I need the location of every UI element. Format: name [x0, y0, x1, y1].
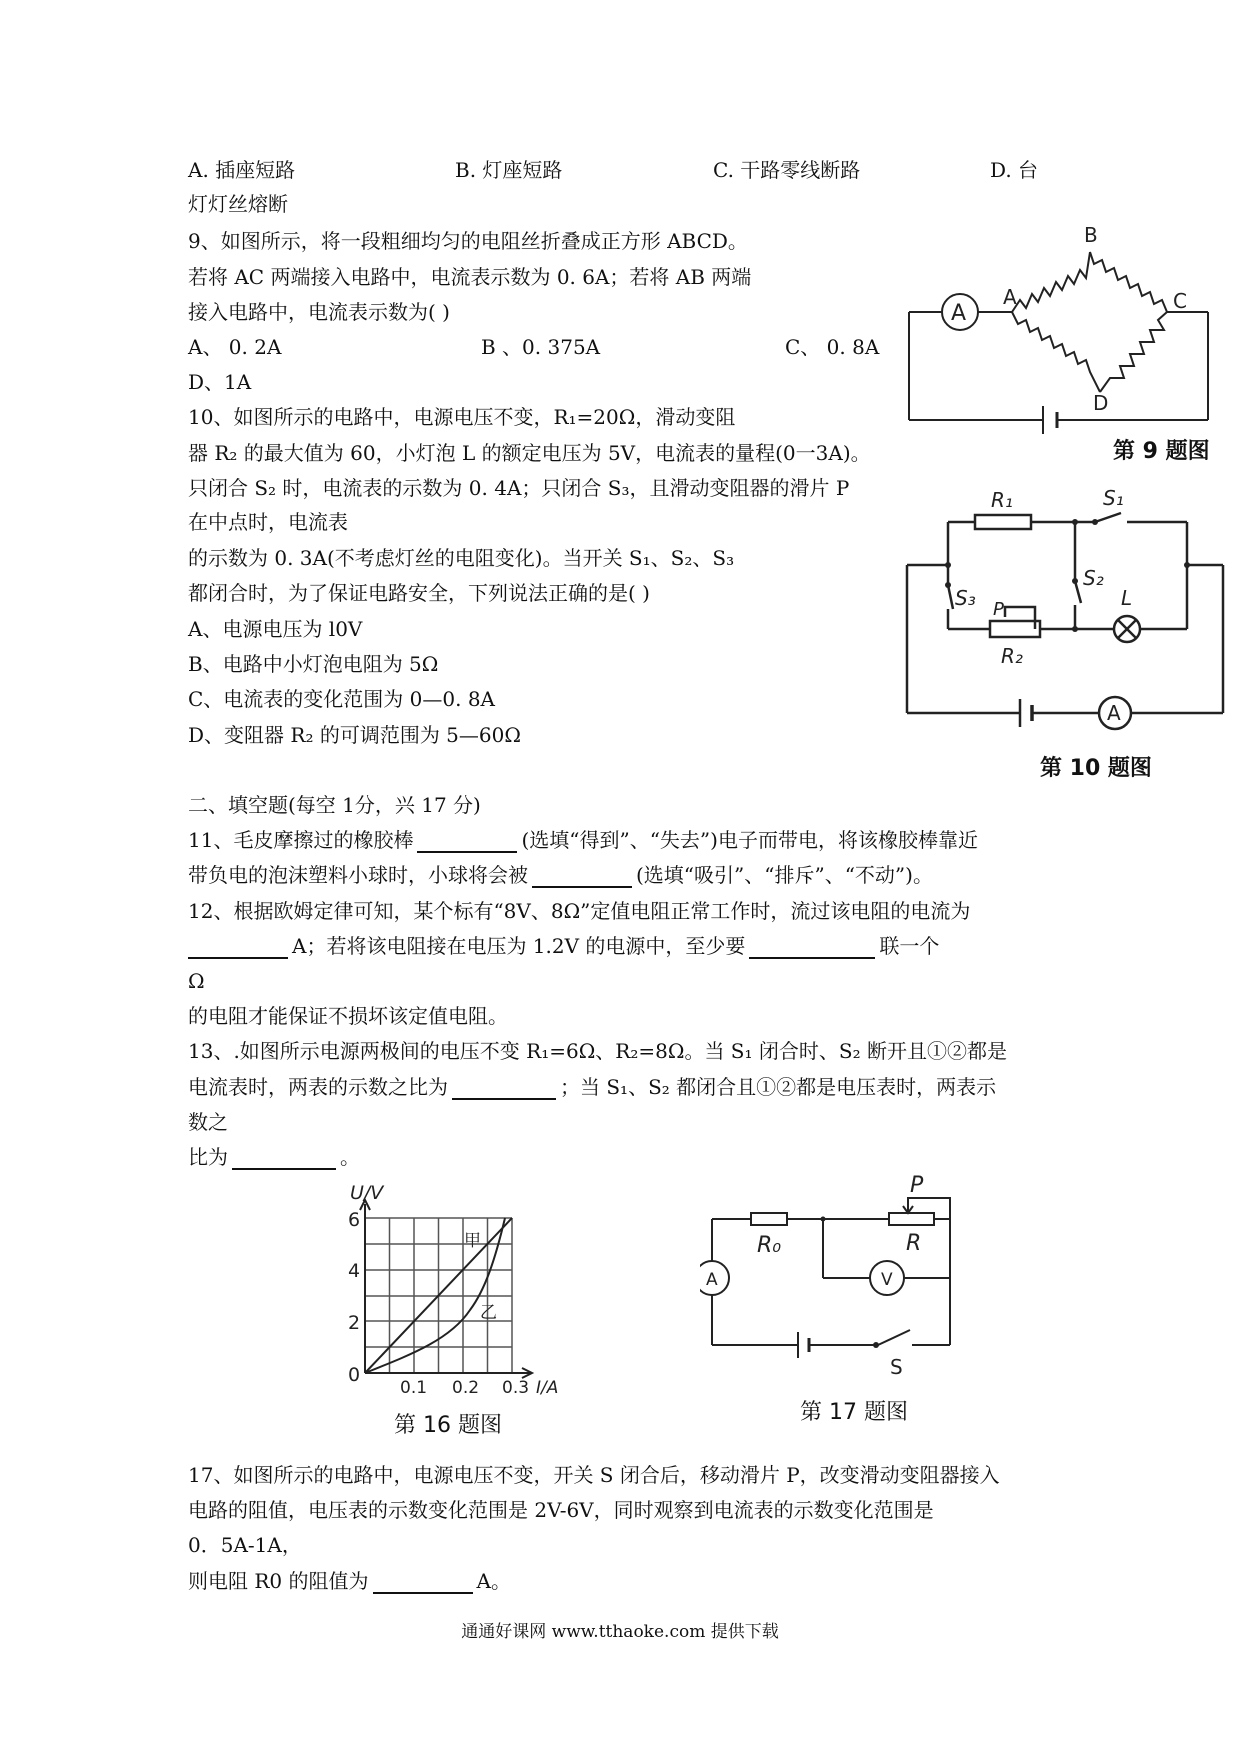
- figure-10-caption: 第 10 题图: [1040, 756, 1152, 781]
- q12-line-2: [188, 933, 939, 959]
- q9-option-d: D、1A: [188, 370, 252, 394]
- figure-16-series-yi: 乙: [480, 1303, 497, 1323]
- q12-blank-2[interactable]: [749, 937, 875, 959]
- q13-line-4: [188, 1144, 360, 1170]
- q10-option-c: C、电流表的变化范围为 0—0. 8A: [188, 687, 495, 711]
- figure-9-caption: 第 9 题图: [1113, 439, 1210, 464]
- q11-text-1b: (选填“得到”、“失去”)电子而带电，将该橡胶棒靠近: [521, 828, 978, 852]
- figure-16-ylabel: U/V: [350, 1182, 384, 1204]
- figure-17: [700, 1170, 960, 1430]
- q11-text-2b: (选填“吸引”、“排斥”、“不动”)。: [636, 863, 933, 887]
- q10-option-d: D、变阻器 R₂ 的可调范围为 5—60Ω: [188, 723, 521, 747]
- figure-17-label-a: A: [706, 1270, 718, 1290]
- figure-16-caption: 第 16 题图: [394, 1413, 502, 1438]
- figure-17-label-r0: R₀: [757, 1233, 782, 1258]
- q8-option-a: A. 插座短路: [188, 158, 296, 182]
- q10-line-2: 器 R₂ 的最大值为 60，小灯泡 L 的额定电压为 5V，电流表的量程(0一3A)。: [188, 441, 871, 465]
- q17-line-3: 0．5A-1A，: [188, 1533, 302, 1557]
- q13-text-4b: 。: [340, 1145, 360, 1169]
- q10-line-4: 在中点时，电流表: [188, 510, 348, 534]
- q10-line-6: 都闭合时，为了保证电路安全，下列说法正确的是( ): [188, 581, 650, 605]
- figure-10-circuit: [895, 485, 1230, 745]
- figure-17-circuit: [700, 1170, 960, 1385]
- figure-10-label-s2: S₂: [1083, 566, 1104, 590]
- figure-10-label-s3: S₃: [955, 586, 976, 610]
- q17-text-4b: A。: [476, 1569, 511, 1593]
- figure-9-label-d: D: [1093, 391, 1109, 415]
- q11-blank-2[interactable]: [532, 866, 632, 888]
- q9-option-a: A、 0. 2A: [188, 335, 282, 359]
- q13-text-2a: 电流表时，两表的示数之比为: [188, 1075, 448, 1099]
- q12-line-3: Ω: [188, 969, 205, 993]
- q12-text-2b: 联一个: [879, 934, 940, 958]
- figure-9: [900, 220, 1230, 465]
- q8-option-d: D. 台: [990, 158, 1039, 182]
- section-2-title: 二、填空题(每空 1分，兴 17 分): [188, 793, 481, 817]
- q8-option-b: B. 灯座短路: [455, 158, 563, 182]
- q9-line-1: 9、如图所示，将一段粗细均匀的电阻丝折叠成正方形 ABCD。: [188, 229, 748, 253]
- q12-line-4: 的电阻才能保证不损坏该定值电阻。: [188, 1004, 508, 1028]
- q13-line-2: [188, 1074, 996, 1100]
- figure-10-label-l: L: [1121, 586, 1133, 610]
- figure-9-label-a: A: [1003, 285, 1017, 309]
- figure-10-label-s1: S₁: [1103, 486, 1124, 510]
- q10-line-3: 只闭合 S₂ 时，电流表的示数为 0. 4A；只闭合 S₃，且滑动变阻器的滑片 P: [188, 476, 850, 500]
- figure-16-xtick-0.2: 0.2: [452, 1378, 480, 1395]
- q9-line-2: 若将 AC 两端接入电路中，电流表示数为 0. 6A；若将 AB 两端: [188, 265, 752, 289]
- q9-line-3: 接入电路中，电流表示数为( ): [188, 300, 450, 324]
- figure-16-series-jia: 甲: [464, 1231, 481, 1251]
- figure-9-label-b: B: [1084, 223, 1098, 247]
- page-footer: 通通好课网 www.tthaoke.com 提供下载: [461, 1622, 779, 1642]
- q13-blank-1[interactable]: [452, 1078, 556, 1100]
- figure-16: [340, 1180, 580, 1450]
- figure-16-xlabel: I/A: [536, 1378, 559, 1395]
- q10-option-a: A、电源电压为 l0V: [188, 617, 363, 641]
- figure-17-label-p: P: [910, 1173, 924, 1198]
- q11-blank-1[interactable]: [417, 831, 517, 853]
- figure-10-label-r1: R₁: [991, 488, 1013, 512]
- figure-10-label-r2: R₂: [1001, 644, 1023, 668]
- figure-10-label-p: P: [993, 599, 1004, 620]
- q13-text-2b: ；当 S₁、S₂ 都闭合且①②都是电压表时，两表示: [560, 1075, 997, 1099]
- figure-16-ytick-0: 0: [348, 1364, 361, 1386]
- q17-blank-1[interactable]: [373, 1572, 473, 1594]
- figure-16-graph: [340, 1180, 580, 1395]
- q17-line-4: [188, 1568, 511, 1594]
- q13-blank-2[interactable]: [232, 1148, 336, 1170]
- q12-blank-1[interactable]: [188, 937, 288, 959]
- figure-9-circuit: [900, 220, 1230, 465]
- q12-line-1: 12、根据欧姆定律可知，某个标有“8V、8Ω”定值电阻正常工作时，流过该电阻的电流为: [188, 899, 971, 923]
- q9-option-b: B 、0. 375A: [481, 335, 601, 359]
- figure-17-label-r: R: [906, 1231, 922, 1256]
- q10-line-1: 10、如图所示的电路中，电源电压不变，R₁=20Ω，滑动变阻: [188, 405, 736, 429]
- q13-line-3: 数之: [188, 1110, 228, 1134]
- figure-9-label-c: C: [1173, 289, 1187, 313]
- q13-line-1: 13、.如图所示电源两极间的电压不变 R₁=6Ω、R₂=8Ω。当 S₁ 闭合时、S₂ 断开且①②都是: [188, 1039, 1007, 1063]
- q10-option-b: B、电路中小灯泡电阻为 5Ω: [188, 652, 439, 676]
- q11-line-1: [188, 827, 978, 853]
- figure-17-caption: 第 17 题图: [800, 1400, 908, 1425]
- q11-line-2: [188, 862, 933, 888]
- figure-10: [895, 485, 1230, 780]
- figure-17-label-s: S: [890, 1355, 903, 1379]
- q10-line-5: 的示数为 0. 3A(不考虑灯丝的电阻变化)。当开关 S₁、S₂、S₃: [188, 546, 735, 570]
- figure-16-ytick-4: 4: [348, 1260, 361, 1282]
- q17-line-1: 17、如图所示的电路中，电源电压不变，开关 S 闭合后，移动滑片 P，改变滑动变阻器接入: [188, 1463, 1000, 1487]
- figure-16-ytick-6: 6: [348, 1209, 361, 1231]
- figure-16-ytick-2: 2: [348, 1312, 361, 1334]
- q8-option-c: C. 干路零线断路: [713, 158, 861, 182]
- q17-text-4a: 则电阻 R0 的阻值为: [188, 1569, 369, 1593]
- figure-10-ammeter-label: A: [1107, 701, 1121, 725]
- q9-option-c: C、 0. 8A: [785, 335, 880, 359]
- q13-text-4a: 比为: [188, 1145, 228, 1169]
- q17-line-2: 电路的阻值，电压表的示数变化范围是 2V-6V，同时观察到电流表的示数变化范围是: [188, 1498, 934, 1522]
- figure-17-label-v: V: [881, 1270, 893, 1290]
- q11-text-1a: 11、毛皮摩擦过的橡胶棒: [188, 828, 414, 852]
- figure-9-ammeter-label: A: [951, 301, 967, 326]
- figure-16-xtick-0.3: 0.3: [502, 1378, 530, 1395]
- q8-option-d-cont: 灯灯丝熔断: [188, 192, 288, 216]
- figure-16-xtick-0.1: 0.1: [400, 1378, 428, 1395]
- q11-text-2a: 带负电的泡沫塑料小球时，小球将会被: [188, 863, 528, 887]
- q12-text-2a: A；若将该电阻接在电压为 1.2V 的电源中，至少要: [292, 934, 746, 958]
